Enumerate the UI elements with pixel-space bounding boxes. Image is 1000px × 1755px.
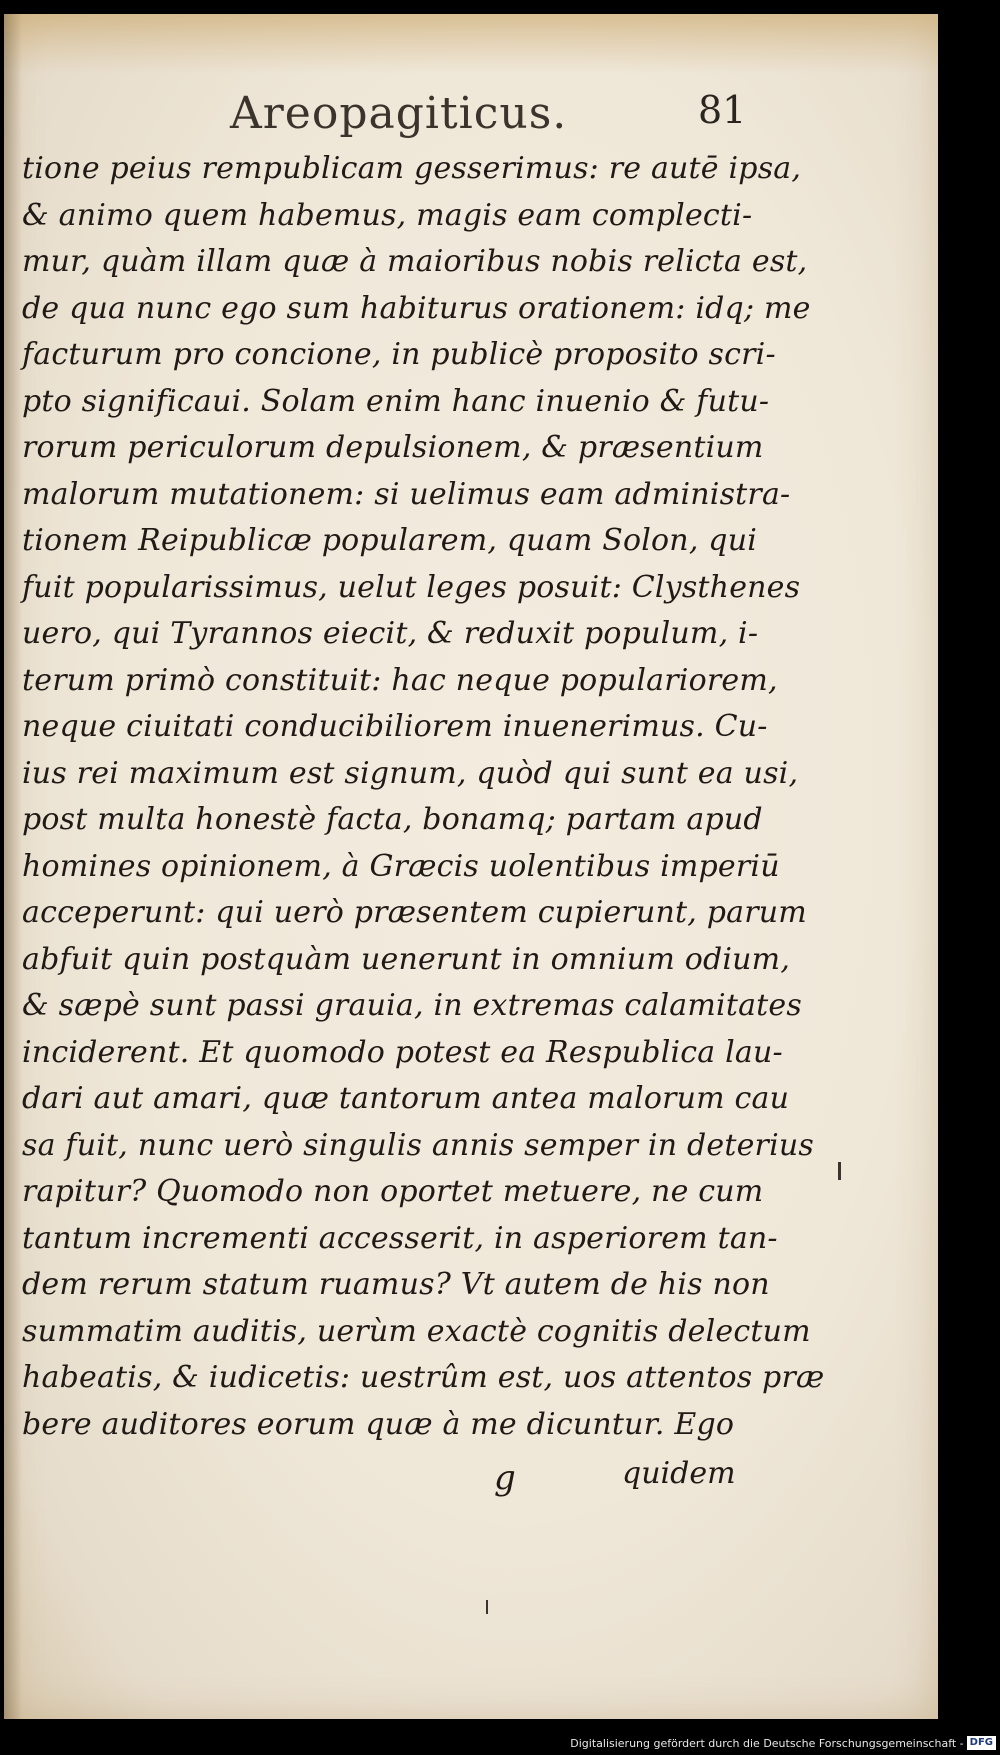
text-line: dari aut amari, quæ tantorum antea malorum cau — [22, 1081, 790, 1116]
digitization-credit — [570, 1736, 996, 1750]
dfg-logo: DFG — [967, 1736, 996, 1750]
text-line: tione peius rempublicam gesserimus: re autē ipsa, — [22, 151, 802, 186]
folio-number: 81 — [698, 88, 747, 132]
text-line: neque ciuitati conducibiliorem inuenerimus. Cu- — [22, 709, 768, 744]
text-line: sa fuit, nunc uerò singulis annis semper in deterius — [22, 1127, 814, 1163]
text-line: rapitur? Quomodo non oportet metuere, ne cum — [22, 1174, 764, 1209]
text-line: pto significaui. Solam enim hanc inuenio & futu- — [22, 383, 770, 419]
text-line: terum primò constituit: hac neque populariorem, — [22, 662, 778, 698]
text-line: bere auditores eorum quæ à me dicuntur. Ego — [22, 1406, 735, 1442]
running-head: Areopagiticus. — [230, 88, 568, 139]
text-line: abfuit quin postquàm uenerunt in omnium odium, — [22, 941, 791, 977]
text-line: uero, qui Tyrannos eiecit, & reduxit populum, i- — [22, 616, 759, 651]
text-line: tionem Reipublicæ popularem, quam Solon, qui — [22, 523, 758, 558]
text-line: & sæpè sunt passi grauia, in extremas calamitates — [22, 988, 802, 1023]
body-text — [22, 146, 825, 1448]
text-line: rorum periculorum depulsionem, & præsentium — [22, 430, 764, 465]
text-line: acceperunt: qui uerò præsentem cupierunt, parum — [22, 895, 807, 930]
text-line: habeatis, & iudicetis: uestrûm est, uos attentos præ — [22, 1360, 825, 1395]
page-stain-top — [4, 14, 938, 74]
text-line: post multa honestè facta, bonamq; partam apud — [22, 802, 763, 837]
catchword: quidem — [622, 1456, 736, 1491]
page-gutter-shadow — [4, 14, 22, 1719]
text-line: ius rei maximum est signum, quòd qui sunt ea usi, — [22, 755, 799, 791]
ink-speck — [486, 1600, 488, 1614]
text-line: summatim auditis, uerùm exactè cognitis delectum — [22, 1313, 811, 1349]
text-line: fuit popularissimus, uelut leges posuit: Clysthenes — [22, 569, 801, 605]
credit-text: Digitalisierung gefördert durch die Deutsche Forschungsgemeinschaft - — [570, 1736, 964, 1750]
text-line: homines opinionem, à Græcis uolentibus imperiū — [22, 848, 780, 884]
text-line: inciderent. Et quomodo potest ea Respublica lau- — [22, 1034, 783, 1070]
text-line: malorum mutationem: si uelimus eam administra- — [22, 476, 791, 512]
text-line: & animo quem habemus, magis eam complecti- — [22, 197, 753, 233]
text-line: tantum incrementi accesserit, in asperiorem tan- — [22, 1220, 778, 1256]
text-line: mur, quàm illam quæ à maioribus nobis relicta est, — [22, 244, 808, 279]
signature-mark: g — [494, 1458, 516, 1498]
ink-speck — [838, 1162, 841, 1180]
text-line: dem rerum statum ruamus? Vt autem de his non — [22, 1267, 770, 1302]
text-line: facturum pro concione, in publicè proposito scri- — [22, 337, 776, 372]
text-line: de qua nunc ego sum habiturus orationem: idq; me — [22, 290, 811, 326]
